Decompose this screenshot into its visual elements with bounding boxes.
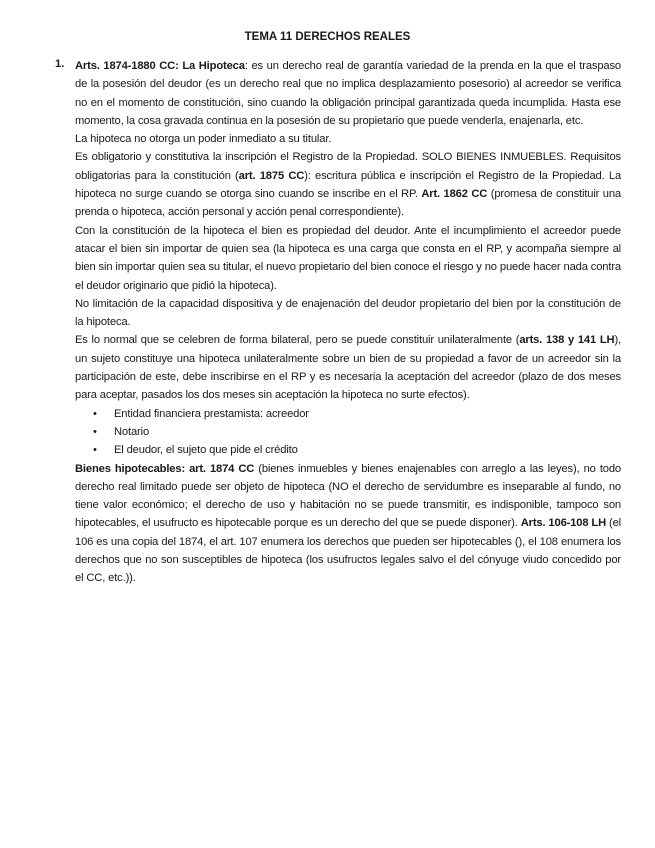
text-segment: La hipoteca no otorga un poder inmediato a su titular. <box>75 133 332 146</box>
list-number: 1. <box>55 58 65 70</box>
text-segment: ), un sujeto constituye una hipoteca unilateralmente sobre un bien de su propiedad a favor de un acreedor sin la participación de este, debe inscribirse en el RP y es necesaria la aceptación del acreedor (plazo de dos meses para aceptar, pasados los dos meses sin aceptación la hipoteca no surte efectos). <box>75 334 621 402</box>
text-segment: ): escritura pública e inscripción el Registro de la Propiedad. La hipoteca no surge cuando se otorga sino cuando se inscribe en el RP. <box>75 169 622 201</box>
text-segment: Es lo normal que se celebren de forma bilateral, pero se puede constituir unilateralmente ( <box>75 334 520 347</box>
text-segment: Con la constitución de la hipoteca el bien es propiedad del deudor. Ante el incumplimiento el acreedor puede atacar el bien sin importar de quien sea (la hipoteca es una carga que consta en el RP, y acompaña siempre al bien sin importar quien sea su titular, el nuevo propietario del bien conoce el riesgo y no puede hacer nada contra el deudor originario que pidió la hipoteca). <box>75 224 621 292</box>
bold-reference: art. 1875 CC <box>238 169 305 182</box>
paragraph <box>75 331 621 404</box>
paragraphs-after <box>75 460 621 588</box>
bold-reference: Art. 1862 CC <box>421 188 488 201</box>
bullet-item: • El deudor, el sujeto que pide el crédito <box>114 441 621 459</box>
bold-reference: Arts. 106-108 LH <box>520 517 607 530</box>
bold-reference: arts. 138 y 141 LH <box>519 334 615 347</box>
bullet-list <box>75 405 621 460</box>
paragraph <box>75 57 621 130</box>
paragraphs-before <box>75 57 621 405</box>
paragraph <box>75 460 621 588</box>
text-segment: Es obligatorio y constitutiva la inscripción el Registro de la Propiedad. SOLO BIENES INMUEBLES. Requisitos obligatorias para la constitución ( <box>75 151 621 182</box>
paragraph <box>75 148 621 221</box>
text-segment: : es un derecho real de garantía variedad de la prenda en la que el traspaso de la posesión del deudor (es un derecho real que no implica desplazamiento posesorio) al acreedor se verifica no en el momento de constitución, sino cuando la obligación principal garantizada queda incumplida. Hasta ese momento, la cosa gravada continua en la posesión de su propietario que puede venderla, enajenarla, etc. <box>75 60 621 127</box>
bold-reference: Arts. 1874-1880 CC: La Hipoteca <box>75 60 245 72</box>
document-title: TEMA 11 DERECHOS REALES <box>244 31 411 43</box>
text-segment: (el 106 es una copia del 1874, el art. 107 enumera los derechos que pueden ser hipotecables (), el 108 enumera los derechos que no son susceptibles de hipoteca (los usufructos legales salvo el del cónyuge viudo concedido por el CC, etc.)). <box>75 517 621 585</box>
bold-reference: Bienes hipotecables: art. 1874 CC <box>75 462 255 475</box>
text-segment: (promesa de constituir una prenda o hipoteca, acción personal y acción penal correspondiente). <box>75 188 621 219</box>
paragraph <box>75 130 621 148</box>
text-segment: No limitación de la capacidad dispositiva y de enajenación del deudor propietario del bien por la constitución de la hipoteca. <box>75 297 621 329</box>
bullet-item: • Notario <box>114 423 621 441</box>
list-item-body <box>75 57 621 588</box>
paragraph <box>75 222 621 295</box>
text-segment: (bienes inmuebles y bienes enajenables con arreglo a las leyes), no todo derecho real limitado puede ser objeto de hipoteca (NO el derecho de servidumbre es inseparable al fundo, no tiene valor económico; el derecho de uso y habitación no se puede transmitir, es indisponible, tampoco son hipotecables, el usufructo es hipotecable porque es un derecho del que se puede disponer). <box>75 462 621 530</box>
paragraph <box>75 295 621 332</box>
bullet-item: • Entidad financiera prestamista: acreedor <box>114 405 621 423</box>
